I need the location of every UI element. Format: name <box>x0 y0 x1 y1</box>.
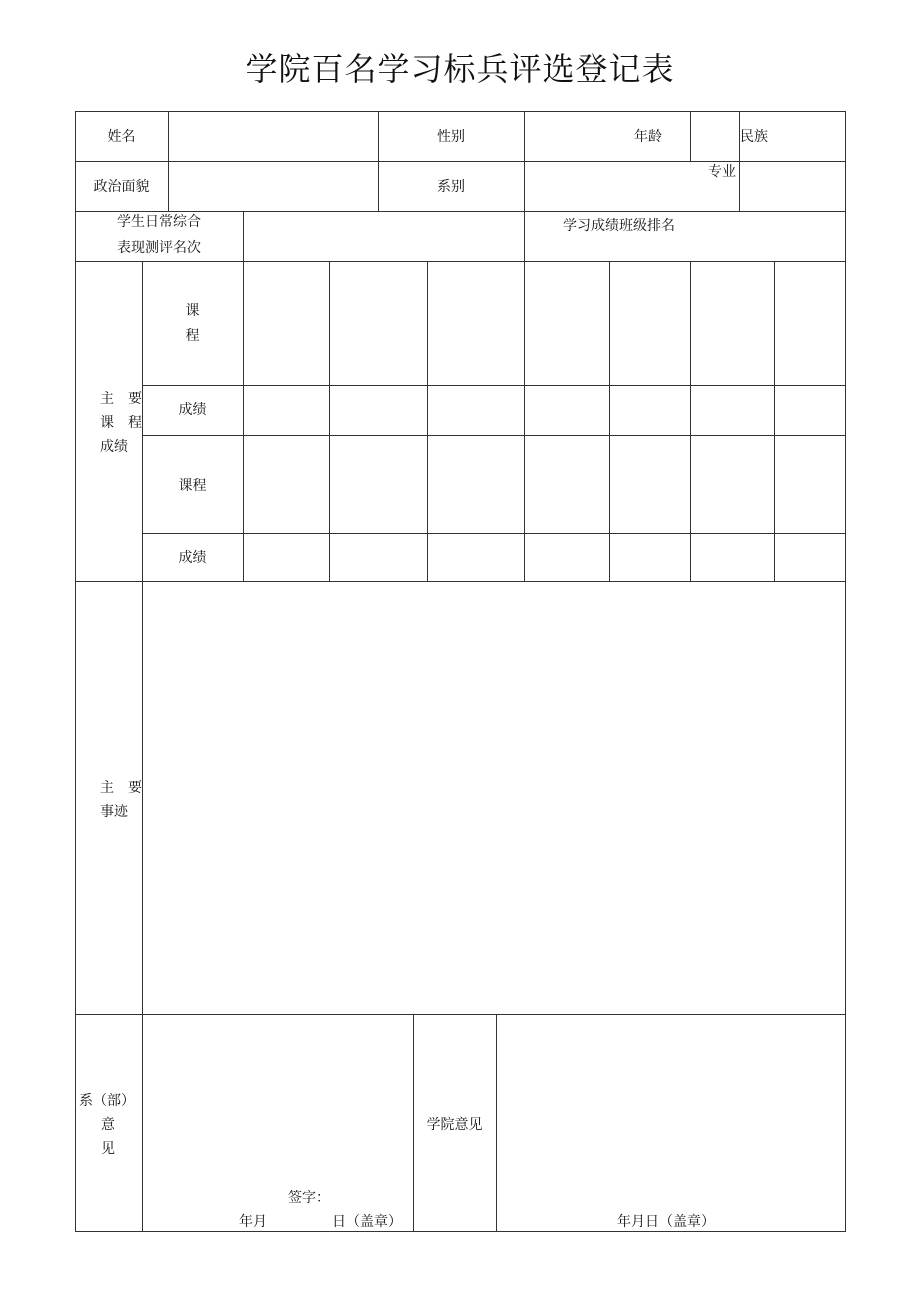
deeds-label-line2: 事迹 <box>100 804 128 820</box>
table-border-left <box>75 111 76 1232</box>
table-border-right <box>845 111 846 1232</box>
rule <box>168 111 169 211</box>
rule <box>75 1014 845 1015</box>
course-cell[interactable] <box>610 262 690 385</box>
name-label: 姓名 <box>107 129 136 145</box>
score-cell[interactable] <box>330 534 427 581</box>
score-cell[interactable] <box>525 386 609 435</box>
table-border-top <box>75 111 845 112</box>
course-cell[interactable] <box>610 436 690 533</box>
course-cell[interactable] <box>691 262 774 385</box>
department-label: 系别 <box>437 179 465 195</box>
score-cell[interactable] <box>610 386 690 435</box>
class-rank-label: 学习成绩班级排名 <box>563 218 675 234</box>
score-cell[interactable] <box>775 534 845 581</box>
course-cell[interactable] <box>691 436 774 533</box>
score-label-2: 成绩 <box>178 550 207 566</box>
score-cell[interactable] <box>775 386 845 435</box>
rule <box>524 111 525 261</box>
dept-date-left: 年月 <box>239 1214 267 1230</box>
college-date-label: 年月日（盖章） <box>617 1214 715 1230</box>
main-courses-label-line1: 主 要 <box>100 391 142 407</box>
score-cell[interactable] <box>691 386 774 435</box>
course-cell[interactable] <box>525 436 609 533</box>
course-cell[interactable] <box>525 262 609 385</box>
course-cell[interactable] <box>244 262 329 385</box>
course-cell[interactable] <box>428 436 524 533</box>
score-cell[interactable] <box>525 534 609 581</box>
age-label: 年龄 <box>634 129 662 145</box>
score-cell[interactable] <box>244 534 329 581</box>
course-cell[interactable] <box>775 262 845 385</box>
political-status-label: 政治面貌 <box>93 179 150 195</box>
course-label-vertical-1: 课 <box>185 303 200 319</box>
table-border-bottom <box>75 1231 845 1232</box>
course-cell[interactable] <box>775 436 845 533</box>
dept-opinion-label-line1: 系（部） <box>79 1093 135 1109</box>
course-label-vertical-2: 程 <box>185 328 200 344</box>
major-label: 专业 <box>708 164 736 180</box>
page-title: 学院百名学习标兵评选登记表 <box>245 50 675 88</box>
daily-eval-label-line2: 表现测评名次 <box>117 240 201 256</box>
deeds-label-line1: 主 要 <box>100 780 142 796</box>
dept-opinion-label-line2: 意 <box>101 1117 115 1133</box>
main-courses-label-line2: 课 程 <box>100 415 142 431</box>
rule <box>739 111 740 211</box>
score-cell[interactable] <box>691 534 774 581</box>
ethnicity-label: 民族 <box>740 129 768 145</box>
college-opinion-label: 学院意见 <box>426 1117 483 1133</box>
dept-date-right: 日（盖章） <box>332 1214 402 1230</box>
rule <box>75 581 845 582</box>
rule <box>496 1014 497 1232</box>
score-cell[interactable] <box>428 386 524 435</box>
course-cell[interactable] <box>330 262 427 385</box>
score-cell[interactable] <box>244 386 329 435</box>
score-cell[interactable] <box>610 534 690 581</box>
gender-label: 性别 <box>437 129 465 145</box>
score-label-1: 成绩 <box>178 402 207 418</box>
course-label-2: 课程 <box>178 478 207 494</box>
course-cell[interactable] <box>428 262 524 385</box>
course-cell[interactable] <box>244 436 329 533</box>
daily-eval-label-line1: 学生日常综合 <box>117 214 201 230</box>
course-cell[interactable] <box>330 436 427 533</box>
rule <box>690 111 691 161</box>
score-cell[interactable] <box>330 386 427 435</box>
score-cell[interactable] <box>428 534 524 581</box>
dept-opinion-label-line3: 见 <box>101 1141 115 1157</box>
main-courses-label-line3: 成绩 <box>100 439 128 455</box>
signature-label: 签字： <box>288 1190 330 1206</box>
